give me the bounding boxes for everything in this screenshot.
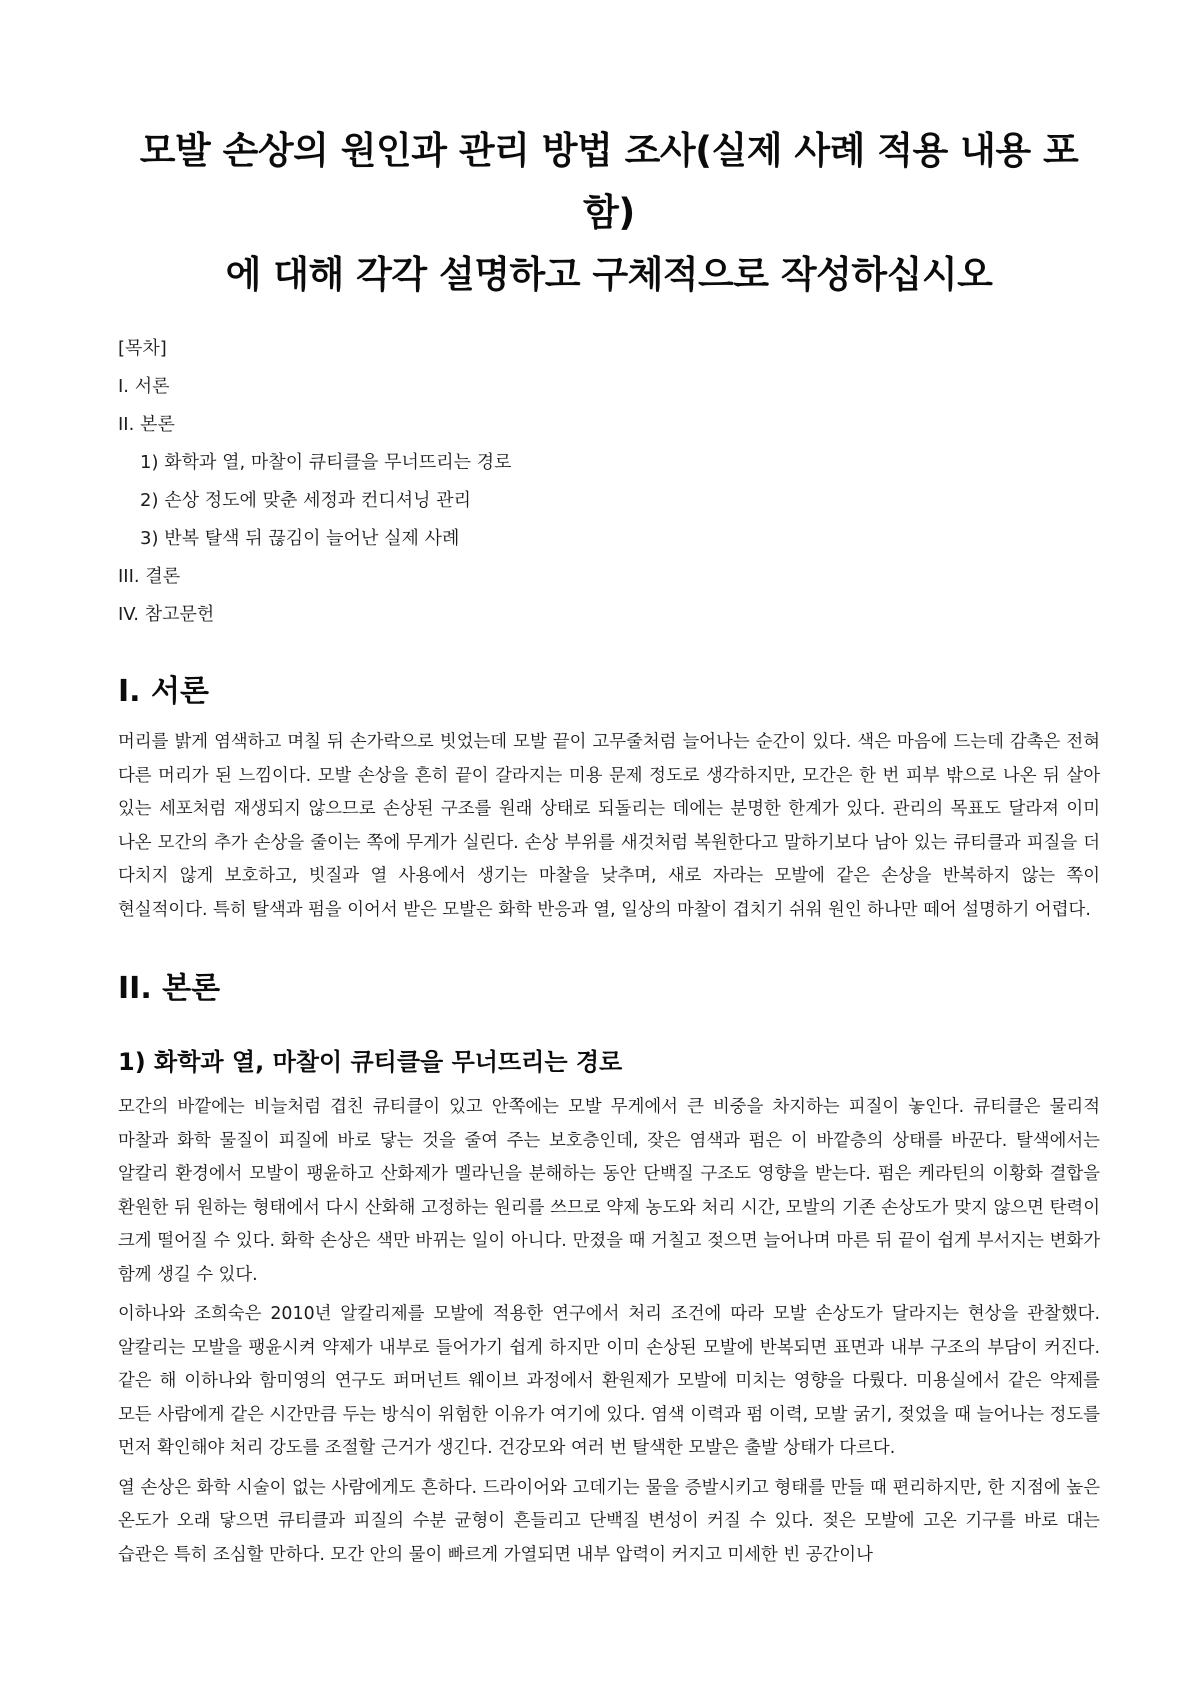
section-introduction [118, 672, 1100, 927]
toc-item-body-3: 3) 반복 탈색 뒤 끊김이 늘어난 실제 사례 [140, 528, 460, 549]
title-line-2: 에 대해 각각 설명하고 구체적으로 작성하십시오 [225, 253, 993, 296]
toc-item-conclusion: III. 결론 [118, 566, 181, 587]
body-paragraph-2: 이하나와 조희숙은 2010년 알칼리제를 모발에 적용한 연구에서 처리 조건에 따라 모발 손상도가 달라지는 현상을 관찰했다. 알칼리는 모발을 팽윤시켜 약제가 내부로 들어가기 쉽게 하지만 이미 손상된 모발에 반복되면 표면과 내부 구조의 부담이 커진다. 같은 해 이하나와 함미영의 연구도 퍼머넌트 웨이브 과정에서 환원제가 모발에 미치는 영향을 다뤘다. 미용실에서 같은 약제를 모든 사람에게 같은 시간만큼 두는 방식이 위험한 이유가 여기에 있다. 염색 이력과 펌 이력, 모발 굵기, 젖었을 때 늘어나는 정도를 먼저 확인해야 처리 강도를 조절할 근거가 생긴다. 건강모와 여러 번 탈색한 모발은 출발 상태가 다르다. [118, 1304, 1100, 1458]
section-heading-introduction: I. 서론 [118, 674, 209, 709]
toc-heading: [목차] [118, 338, 167, 359]
introduction-paragraph: 머리를 밝게 염색하고 며칠 뒤 손가락으로 빗었는데 모발 끝이 고무줄처럼 늘어나는 순간이 있다. 색은 마음에 드는데 감촉은 전혀 다른 머리가 된 느낌이다. 모발 손상을 흔히 끝이 갈라지는 미용 문제 정도로 생각하지만, 모간은 한 번 피부 밖으로 나온 뒤 살아 있는 세포처럼 재생되지 않으므로 손상된 구조를 원래 상태로 되돌리는 데에는 분명한 한계가 있다. 관리의 목표도 달라져 이미 나온 모간의 추가 손상을 줄이는 쪽에 무게가 실린다. 손상 부위를 새것처럼 복원한다고 말하기보다 남아 있는 큐티클과 피질을 더 다치지 않게 보호하고, 빗질과 열 사용에서 생기는 마찰을 낮추며, 새로 자라는 모발에 같은 손상을 반복하지 않는 쪽이 현실적이다. 특히 탈색과 펌을 이어서 받은 모발은 화학 반응과 열, 일상의 마찰이 겹치기 쉬워 원인 하나만 떼어 설명하기 어렵다. [118, 732, 1100, 920]
body-paragraph-1: 모간의 바깥에는 비늘처럼 겹친 큐티클이 있고 안쪽에는 모발 무게에서 큰 비중을 차지하는 피질이 놓인다. 큐티클은 물리적 마찰과 화학 물질이 피질에 바로 닿는 것을 줄여 주는 보호층인데, 잦은 염색과 펌은 이 바깥층의 상태를 바꾼다. 탈색에서는 알칼리 환경에서 모발이 팽윤하고 산화제가 멜라닌을 분해하는 동안 단백질 구조도 영향을 받는다. 펌은 케라틴의 이황화 결합을 환원한 뒤 원하는 형태에서 다시 산화해 고정하는 원리를 쓰므로 약제 농도와 처리 시간, 모발의 기존 손상도가 맞지 않으면 탄력이 크게 떨어질 수 있다. 화학 손상은 색만 바뀌는 일이 아니다. 만졌을 때 거칠고 젖으면 늘어나며 마른 뒤 끝이 쉽게 부서지는 변화가 함께 생길 수 있다. [118, 1097, 1100, 1285]
toc-item-body: II. 본론 [118, 414, 175, 435]
toc-item-body-1: 1) 화학과 열, 마찰이 큐티클을 무너뜨리는 경로 [140, 452, 512, 473]
toc-item-references: IV. 참고문헌 [118, 604, 215, 625]
document-title [118, 120, 1100, 306]
title-line-1: 모발 손상의 원인과 관리 방법 조사(실제 사례 적용 내용 포함) [139, 129, 1079, 234]
table-of-contents [118, 330, 1100, 634]
section-body [118, 969, 1100, 1572]
body-paragraph-3: 열 손상은 화학 시술이 없는 사람에게도 흔하다. 드라이어와 고데기는 물을 증발시키고 형태를 만들 때 편리하지만, 한 지점에 높은 온도가 오래 닿으면 큐티클과 피질의 수분 균형이 흔들리고 단백질 변성이 커질 수 있다. 젖은 모발에 고온 기구를 바로 대는 습관은 특히 조심할 만하다. 모간 안의 물이 빠르게 가열되면 내부 압력이 커지고 미세한 빈 공간이나 [118, 1477, 1100, 1565]
toc-item-body-2: 2) 손상 정도에 맞춘 세정과 컨디셔닝 관리 [140, 490, 472, 511]
subsection-heading-1: 1) 화학과 열, 마찰이 큐티클을 무너뜨리는 경로 [118, 1048, 623, 1076]
toc-item-intro: I. 서론 [118, 376, 170, 397]
section-heading-body: II. 본론 [118, 971, 221, 1006]
